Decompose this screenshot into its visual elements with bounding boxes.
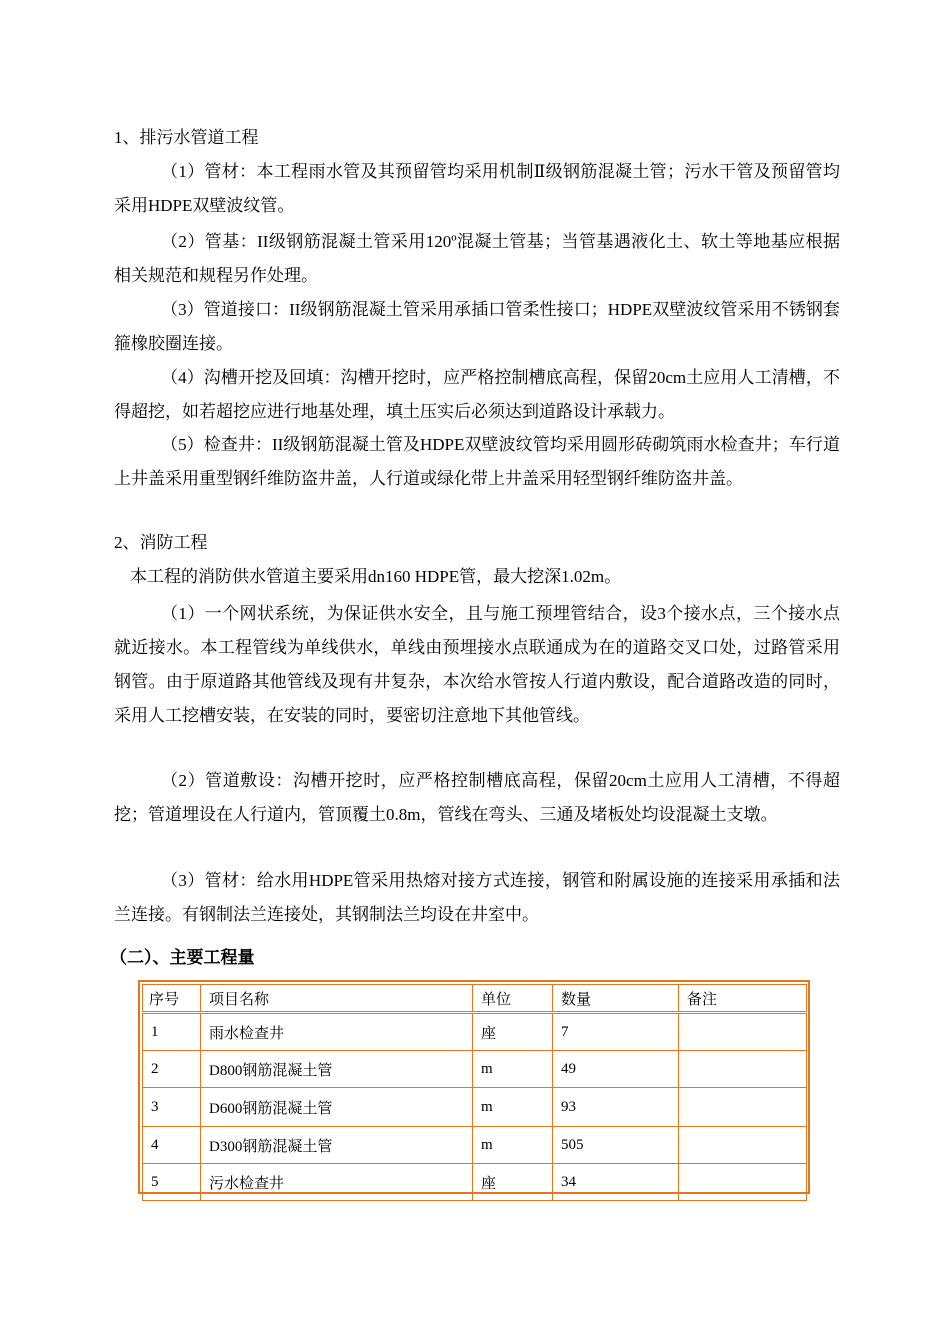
paragraph-pipe-foundation: （2）管基：II级钢筋混凝土管采用120º混凝土管基；当管基遇液化土、软土等地基应根据相关规范和规程另作处理。 [114,232,840,285]
paragraph-pipe-laying: （2）管道敷设：沟槽开挖时，应严格控制槽底高程，保留20cm土应用人工清槽，不得超挖；管道埋设在人行道内，管顶覆土0.8m，管线在弯头、三通及堵板处均设混凝土支墩。 [114,771,840,824]
cell-no: 2 [143,1051,201,1088]
header-item-name: 项目名称 [201,985,473,1013]
cell-unit: 座 [473,1164,553,1201]
cell-item-name: D600钢筋混凝土管 [201,1088,473,1127]
cell-no: 4 [143,1127,201,1164]
quantities-table [142,984,807,1201]
cell-item-name: 污水检查井 [201,1164,473,1201]
paragraph-pipe-material: （1）管材：本工程雨水管及其预留管均采用机制Ⅱ级钢筋混凝土管；污水干管及预留管均采用HDPE双壁波纹管。 [114,162,840,215]
table-row [143,1127,807,1164]
paragraph-trench-excavation: （4）沟槽开挖及回填：沟槽开挖时，应严格控制槽底高程，保留20cm土应用人工清槽，不得超挖，如若超挖应进行地基处理，填土压实后必须达到道路设计承载力。 [114,368,840,421]
cell-quantity: 505 [553,1127,679,1164]
table-row [143,1088,807,1127]
section-heading-fire: 2、消防工程 [114,533,208,552]
cell-remark [679,1013,807,1051]
cell-item-name: D800钢筋混凝土管 [201,1051,473,1088]
cell-quantity: 7 [553,1013,679,1051]
cell-unit: m [473,1127,553,1164]
cell-remark [679,1088,807,1127]
cell-quantity: 93 [553,1088,679,1127]
section-heading-drainage: 1、排污水管道工程 [114,128,259,147]
paragraph-network-system: （1）一个网状系统，为保证供水安全，且与施工预埋管结合，设3个接水点，三个接水点就近接水。本工程管线为单线供水，单线由预埋接水点联通成为在的道路交叉口处，过路管采用钢管。由于原道路其他管线及现有井复杂，本次给水管按人行道内敷设，配合道路改造的同时，采用人工挖槽安装，在安装的同时，要密切注意地下其他管线。 [114,604,840,725]
header-quantity: 数量 [553,985,679,1013]
cell-quantity: 34 [553,1164,679,1201]
cell-no: 5 [143,1164,201,1201]
cell-no: 3 [143,1088,201,1127]
cell-unit: m [473,1088,553,1127]
header-unit: 单位 [473,985,553,1013]
cell-unit: 座 [473,1013,553,1051]
cell-remark [679,1164,807,1201]
header-no: 序号 [143,985,201,1013]
header-remark: 备注 [679,985,807,1013]
cell-remark [679,1127,807,1164]
cell-remark [679,1051,807,1088]
quantities-title: （二）、主要工程量 [110,948,255,968]
table-row [143,1051,807,1088]
paragraph-water-pipe-material: （3）管材：给水用HDPE管采用热熔对接方式连接，钢管和附属设施的连接采用承插和法兰连接。有钢制法兰连接处，其钢制法兰均设在井室中。 [114,871,840,924]
cell-unit: m [473,1051,553,1088]
table-header-row [143,985,807,1013]
cell-no: 1 [143,1013,201,1051]
cell-item-name: 雨水检查井 [201,1013,473,1051]
paragraph-pipe-joint: （3）管道接口：II级钢筋混凝土管采用承插口管柔性接口；HDPE双壁波纹管采用不锈钢套箍橡胶圈连接。 [114,300,840,353]
cell-item-name: D300钢筋混凝土管 [201,1127,473,1164]
paragraph-fire-intro: 本工程的消防供水管道主要采用dn160 HDPE管，最大挖深1.02m。 [130,567,622,586]
paragraph-inspection-well: （5）检查井：II级钢筋混凝土管及HDPE双壁波纹管均采用圆形砖砌筑雨水检查井；车行道上井盖采用重型钢纤维防盗井盖，人行道或绿化带上井盖采用轻型钢纤维防盗井盖。 [114,435,840,488]
table-row [143,1164,807,1201]
cell-quantity: 49 [553,1051,679,1088]
table-row [143,1013,807,1051]
